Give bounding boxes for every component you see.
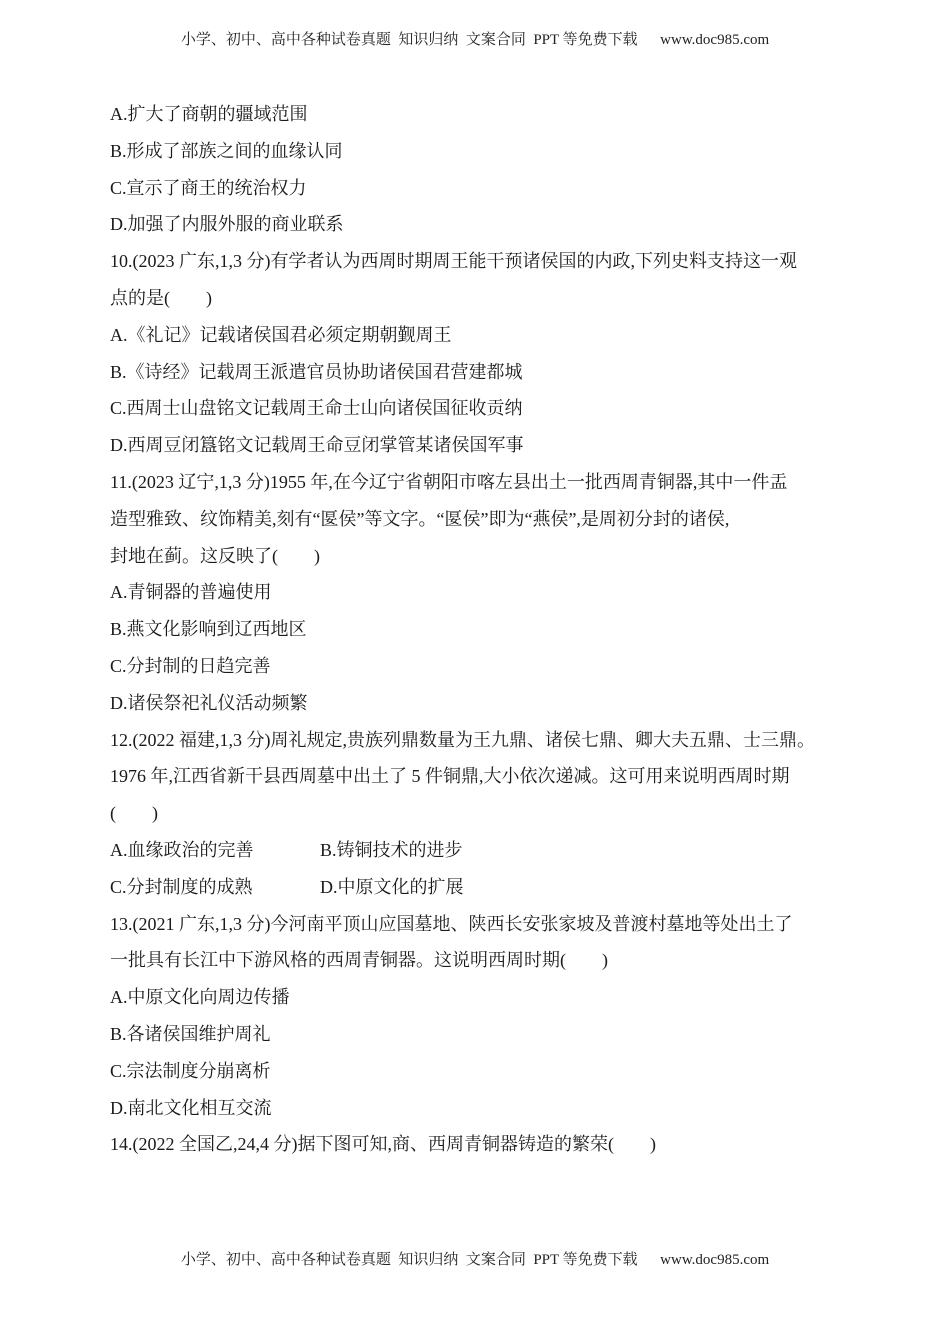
q11-stem-line-1: 11.(2023 辽宁,1,3 分)1955 年,在今辽宁省朝阳市喀左县出土一批西周青铜器,其中一件盂 [110,471,788,492]
q11-option-d: D.诸侯祭祀礼仪活动频繁 [110,692,308,713]
q12-option-a: A.血缘政治的完善 [110,839,254,860]
q10-option-a: A.《礼记》记载诸侯国君必须定期朝觐周王 [110,324,452,345]
q10-stem-line-1: 10.(2023 广东,1,3 分)有学者认为西周时期周王能干预诸侯国的内政,下列史料支持这一观 [110,251,797,272]
q9-option-c: C.宣示了商王的统治权力 [110,177,307,198]
q13-option-c: C.宗法制度分崩离析 [110,1060,271,1081]
q14-stem-line-1: 14.(2022 全国乙,24,4 分)据下图可知,商、西周青铜器铸造的繁荣( ) [110,1134,656,1155]
q13-stem-line-1: 13.(2021 广东,1,3 分)今河南平顶山应国墓地、陕西长安张家坡及普渡村墓地等处出土了 [110,913,793,934]
q9-option-a: A.扩大了商朝的疆域范围 [110,104,308,124]
q11-option-b: B.燕文化影响到辽西地区 [110,619,307,640]
q12-stem-line-1: 12.(2022 福建,1,3 分)周礼规定,贵族列鼎数量为王九鼎、诸侯七鼎、卿大夫五鼎、士三鼎。 [110,729,815,750]
q9-option-b: B.形成了部族之间的血缘认同 [110,140,343,161]
q10-option-b: B.《诗经》记载周王派遣官员协助诸侯国君营建都城 [110,361,523,382]
q11-stem-line-3: 封地在蓟。这反映了( ) [110,545,320,566]
q11-stem-line-2: 造型雅致、纹饰精美,刻有“匽侯”等文字。“匽侯”即为“燕侯”,是周初分封的诸侯, [110,508,730,529]
q12-option-b: B.铸铜技术的进步 [320,839,463,860]
q13-option-b: B.各诸侯国维护周礼 [110,1023,271,1044]
q13-option-d: D.南北文化相互交流 [110,1097,272,1118]
q10-option-c: C.西周士山盘铭文记载周王命士山向诸侯国征收贡纳 [110,398,523,419]
q12-options-row-1 [110,832,860,869]
q9-option-d: D.加强了内服外服的商业联系 [110,214,344,235]
q12-option-c: C.分封制度的成熟 [110,876,253,897]
q13-option-a: A.中原文化向周边传播 [110,987,290,1008]
q13-stem-line-2: 一批具有长江中下游风格的西周青铜器。这说明西周时期( ) [110,950,608,971]
q11-option-c: C.分封制的日趋完善 [110,655,271,676]
q10-stem-line-2: 点的是( ) [110,287,212,308]
page-header: 小学、初中、高中各种试卷真题 知识归纳 文案合同 PPT 等免费下载 www.doc985.com [180,32,770,48]
question-content [110,96,860,1163]
q12-options-row-2 [110,869,860,906]
q12-stem-line-3: ( ) [110,803,158,824]
q11-option-a: A.青铜器的普遍使用 [110,582,272,603]
q12-stem-line-2: 1976 年,江西省新干县西周墓中出土了 5 件铜鼎,大小依次递减。这可用来说明西周时期 [110,766,790,787]
q10-option-d: D.西周豆闭簋铭文记载周王命豆闭掌管某诸侯国军事 [110,435,524,456]
page-footer: 小学、初中、高中各种试卷真题 知识归纳 文案合同 PPT 等免费下载 www.doc985.com [180,1252,770,1268]
q12-option-d: D.中原文化的扩展 [320,876,464,897]
